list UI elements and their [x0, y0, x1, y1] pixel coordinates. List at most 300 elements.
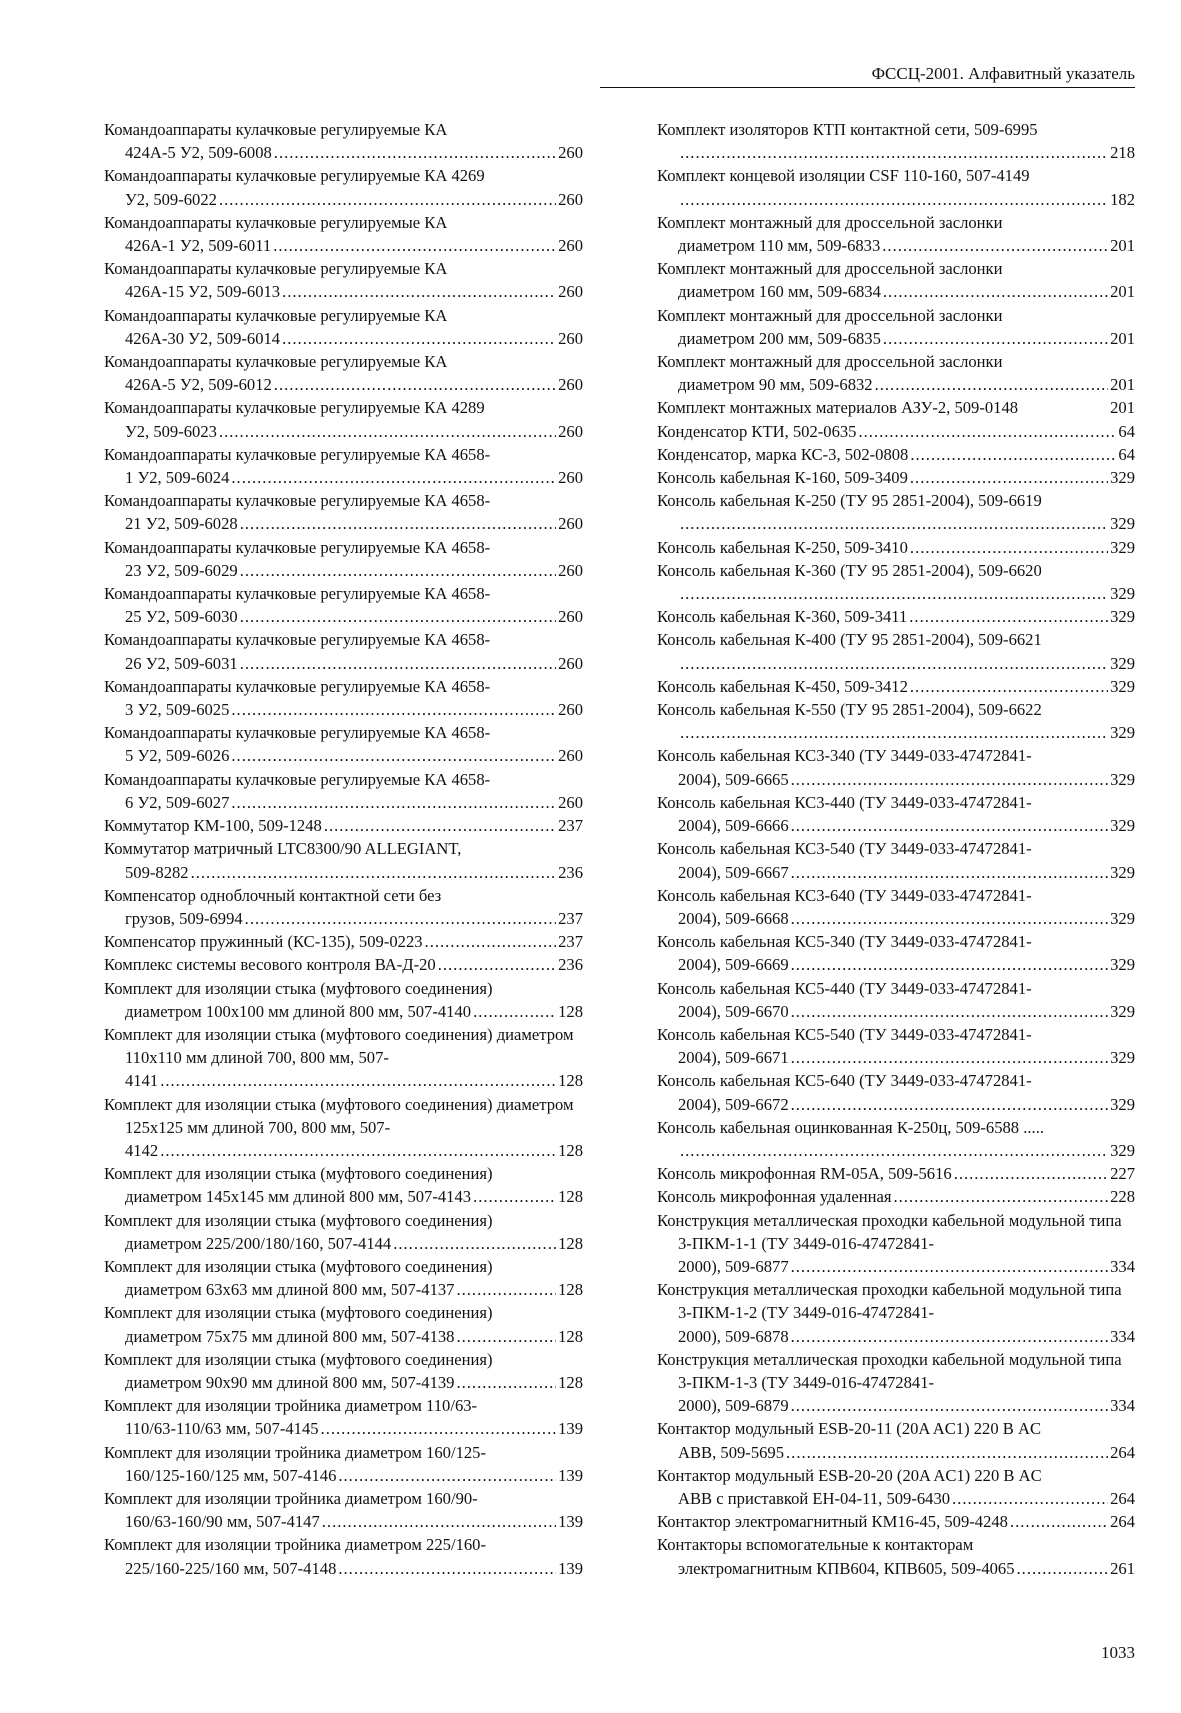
- running-header: ФССЦ-2001. Алфавитный указатель: [600, 63, 1135, 88]
- index-entry-text: Консоль кабельная К-550 (ТУ 95 2851-2004), 509-6622: [657, 700, 1042, 720]
- index-entry-leader: [657, 907, 1135, 930]
- index-entry: [657, 466, 1135, 489]
- index-entry-page: 201: [1110, 236, 1135, 256]
- index-entry-continuation: 5 У2, 509-6026: [125, 746, 230, 766]
- index-entry: [104, 118, 583, 164]
- index-entry-continuation: 2004), 509-6665: [678, 769, 789, 789]
- index-entry-leader: [657, 420, 1135, 443]
- index-entry: [657, 977, 1135, 1023]
- index-entry-page: 128: [558, 1140, 583, 1160]
- index-entry-continuation: диаметром 100x100 мм длиной 800 мм, 507-4140: [125, 1001, 472, 1021]
- dot-leader: [910, 443, 1116, 466]
- index-entry-text: Командоаппараты кулачковые регулируемые КА 4658-: [104, 537, 491, 557]
- index-entry-page: 260: [558, 514, 583, 534]
- index-entry: [657, 1023, 1135, 1069]
- index-entry-page: 260: [558, 746, 583, 766]
- index-entry-text: Командоаппараты кулачковые регулируемые КА 4289: [104, 398, 485, 418]
- index-entry-leader: [657, 1046, 1135, 1069]
- index-entry-text: Консоль кабельная КС3-640 (ТУ 3449-033-47472841-: [657, 885, 1032, 905]
- index-entry: [657, 605, 1135, 628]
- index-entry-page: 260: [558, 607, 583, 627]
- dot-leader: [231, 791, 556, 814]
- index-entry: [104, 396, 583, 442]
- index-entry-continuation: 426А-5 У2, 509-6012: [125, 375, 272, 395]
- dot-leader: [882, 234, 1108, 257]
- index-entry-continuation: Консоль кабельная К-250, 509-3410: [657, 537, 908, 557]
- dot-leader: [473, 1185, 556, 1208]
- index-entry-text: Консоль кабельная КС5-440 (ТУ 3449-033-47472841-: [657, 978, 1032, 998]
- index-entry: [657, 164, 1135, 210]
- dot-leader: [791, 907, 1108, 930]
- index-entry-continuation: диаметром 90 мм, 509-6832: [678, 375, 873, 395]
- index-entry-leader: [657, 443, 1135, 466]
- index-entry-page: 260: [558, 236, 583, 256]
- index-entry-text: Консоль кабельная К-400 (ТУ 95 2851-2004), 509-6621: [657, 630, 1042, 650]
- dot-leader: [680, 721, 1108, 744]
- index-entry-continuation: 21 У2, 509-6028: [125, 514, 238, 534]
- index-entry-page: 228: [1110, 1187, 1135, 1207]
- index-entry-continuation: 2004), 509-6669: [678, 955, 789, 975]
- index-entry-text: Комплект концевой изоляции CSF 110-160, 507-4149: [657, 166, 1030, 186]
- index-entry-leader: [657, 466, 1135, 489]
- index-entry-page: 182: [1110, 189, 1135, 209]
- index-entry-leader: [657, 1510, 1135, 1533]
- index-entry-continuation: 4141: [125, 1071, 159, 1091]
- index-entry: [104, 814, 583, 837]
- index-entry: [104, 257, 583, 303]
- dot-leader: [219, 420, 556, 443]
- index-entry-continuation: 23 У2, 509-6029: [125, 560, 238, 580]
- index-entry-continuation: диаметром 160 мм, 509-6834: [678, 282, 881, 302]
- index-entry-text: Комплект для изоляции стыка (муфтового соединения): [104, 1210, 493, 1230]
- dot-leader: [274, 373, 556, 396]
- index-entry-continuation: ABB с приставкой ЕН-04-11, 509-6430: [678, 1488, 951, 1508]
- index-entry-continuation: Компенсатор пружинный (КС-135), 509-0223: [104, 932, 423, 952]
- index-entry-text: Консоль кабельная КС5-540 (ТУ 3449-033-47472841-: [657, 1024, 1032, 1044]
- index-entry-text: Командоаппараты кулачковые регулируемые КА: [104, 212, 448, 232]
- index-entry-page: 201: [1110, 328, 1135, 348]
- index-entry-continuation: 426А-15 У2, 509-6013: [125, 282, 281, 302]
- index-entry-continuation: Контактор электромагнитный КМ16-45, 509-4248: [657, 1512, 1008, 1532]
- index-entry: [657, 675, 1135, 698]
- index-entry-leader: [657, 1185, 1135, 1208]
- index-entry-text: Контакторы вспомогательные к контакторам: [657, 1535, 974, 1555]
- index-entry-continuation: 2004), 509-6672: [678, 1094, 789, 1114]
- index-entry-text: Комплект изоляторов КТП контактной сети, 509-6995: [657, 120, 1038, 139]
- dot-leader: [791, 1093, 1108, 1116]
- index-entry: [657, 1464, 1135, 1510]
- index-entry-page: 128: [558, 1326, 583, 1346]
- dot-leader: [791, 1394, 1108, 1417]
- index-entry-page: 260: [558, 421, 583, 441]
- index-entry-continuation: Комплекс системы весового контроля ВА-Д-20: [104, 955, 436, 975]
- index-entry: [104, 211, 583, 257]
- dot-leader: [786, 1441, 1108, 1464]
- index-entry-page: 264: [1110, 1488, 1135, 1508]
- index-entry-leader: [104, 953, 583, 976]
- index-entry-page: 128: [558, 1372, 583, 1392]
- dot-leader: [883, 327, 1108, 350]
- index-entry-leader: [104, 861, 583, 884]
- index-entry: [657, 1278, 1135, 1348]
- dot-leader: [240, 652, 556, 675]
- index-entry-leader: [657, 536, 1135, 559]
- dot-leader: [393, 1232, 556, 1255]
- index-entry-continuation: 2000), 509-6877: [678, 1256, 789, 1276]
- index-entry-continuation: Комплект монтажных материалов АЗУ-2, 509-0148: [657, 398, 1019, 418]
- index-entry-continuation: диаметром 145x145 мм длиной 800 мм, 507-4143: [125, 1187, 472, 1207]
- index-entry-page: 329: [1110, 1048, 1135, 1068]
- index-entry-page: 260: [558, 143, 583, 163]
- index-entry-page: 329: [1110, 653, 1135, 673]
- index-entry-leader: [104, 698, 583, 721]
- index-entry-leader: [104, 1278, 583, 1301]
- index-entry-text: Комплект монтажный для дроссельной заслонки: [657, 305, 1003, 325]
- index-entry-text: Конструкция металлическая проходки кабельной модульной типа 3-ПКМ-1-3 (ТУ 3449-016-47472841-: [657, 1349, 1122, 1392]
- index-entry-text: Командоаппараты кулачковые регулируемые КА 4658-: [104, 630, 491, 650]
- index-entry-continuation: 424А-5 У2, 509-6008: [125, 143, 272, 163]
- index-entry: [657, 837, 1135, 883]
- index-entry: [104, 721, 583, 767]
- index-entry-page: 329: [1110, 908, 1135, 928]
- index-entry-leader: [657, 605, 1135, 628]
- dot-leader: [680, 582, 1108, 605]
- index-entry-text: Комплект для изоляции стыка (муфтового соединения) диаметром 125x125 мм длиной 700, 800 мм, 507-: [104, 1094, 574, 1137]
- index-entry-page: 329: [1110, 584, 1135, 604]
- index-entry-leader: [657, 1394, 1135, 1417]
- index-entry-leader: [657, 1325, 1135, 1348]
- index-entry-leader: [657, 652, 1135, 675]
- index-entry-page: 264: [1110, 1512, 1135, 1532]
- index-entry-leader: [104, 559, 583, 582]
- dot-leader: [425, 930, 557, 953]
- index-entry-leader: [104, 466, 583, 489]
- index-entry-continuation: 25 У2, 509-6030: [125, 607, 238, 627]
- index-entry-leader: [657, 1000, 1135, 1023]
- index-entry-page: 329: [1110, 1094, 1135, 1114]
- index-entry: [657, 1417, 1135, 1463]
- index-entry-page: 260: [558, 560, 583, 580]
- index-entry-continuation: 2004), 509-6667: [678, 862, 789, 882]
- index-entry-leader: [104, 1069, 583, 1092]
- index-entry-leader: [104, 1371, 583, 1394]
- index-entry: [104, 582, 583, 628]
- index-entry-text: Командоаппараты кулачковые регулируемые КА: [104, 305, 448, 325]
- index-entry-page: 329: [1110, 769, 1135, 789]
- index-entry: [657, 489, 1135, 535]
- dot-leader: [1017, 1557, 1109, 1580]
- index-entry-leader: [657, 1557, 1135, 1580]
- index-entry: [104, 443, 583, 489]
- index-entry-continuation: 3 У2, 509-6025: [125, 700, 230, 720]
- index-entry-continuation: 2004), 509-6671: [678, 1048, 789, 1068]
- index-entry-leader: [104, 420, 583, 443]
- index-entry-leader: [104, 652, 583, 675]
- index-entry-page: 329: [1110, 1140, 1135, 1160]
- index-entry-page: 139: [558, 1465, 583, 1485]
- index-entry-text: Командоаппараты кулачковые регулируемые КА: [104, 120, 448, 139]
- index-entry: [657, 118, 1135, 164]
- index-entry-continuation: 2000), 509-6878: [678, 1326, 789, 1346]
- index-entry: [104, 1255, 583, 1301]
- index-entry: [657, 396, 1135, 419]
- dot-leader: [282, 327, 556, 350]
- index-entry-page: 201: [1110, 375, 1135, 395]
- dot-leader: [191, 861, 557, 884]
- index-entry-leader: [657, 396, 1135, 419]
- index-entry-leader: [104, 327, 583, 350]
- index-entry-leader: [104, 907, 583, 930]
- index-entry: [657, 884, 1135, 930]
- index-entry-text: Консоль кабельная КС3-340 (ТУ 3449-033-47472841-: [657, 746, 1032, 766]
- index-entry: [657, 1510, 1135, 1533]
- index-entry-page: 227: [1110, 1164, 1135, 1184]
- index-entry-continuation: диаметром 110 мм, 509-6833: [678, 236, 881, 256]
- dot-leader: [245, 907, 556, 930]
- index-entry-leader: [104, 141, 583, 164]
- index-entry-continuation: Коммутатор КМ-100, 509-1248: [104, 816, 322, 836]
- index-entry-continuation: грузов, 509-6994: [125, 908, 243, 928]
- index-entry-text: Консоль кабельная КС3-440 (ТУ 3449-033-47472841-: [657, 792, 1032, 812]
- dot-leader: [160, 1139, 556, 1162]
- index-entry-text: Консоль кабельная оцинкованная К-250ц, 509-6588 .....: [657, 1117, 1044, 1137]
- index-entry-leader: [657, 675, 1135, 698]
- index-entry-leader: [657, 188, 1135, 211]
- index-entry-text: Комплект для изоляции стыка (муфтового соединения): [104, 1349, 493, 1369]
- index-entry-page: 128: [558, 1001, 583, 1021]
- index-entry: [104, 953, 583, 976]
- index-entry-continuation: Консоль микрофонная удаленная: [657, 1187, 892, 1207]
- index-entry-continuation: 2000), 509-6879: [678, 1396, 789, 1416]
- index-entry-leader: [657, 1093, 1135, 1116]
- index-entry-continuation: диаметром 225/200/180/160, 507-4144: [125, 1233, 392, 1253]
- index-entry-leader: [104, 814, 583, 837]
- dot-leader: [893, 1185, 1108, 1208]
- index-entry-leader: [104, 930, 583, 953]
- index-entry-page: 128: [558, 1280, 583, 1300]
- index-entry-leader: [657, 234, 1135, 257]
- index-entry-leader: [104, 1510, 583, 1533]
- index-entry-text: Комплект для изоляции стыка (муфтового соединения): [104, 978, 493, 998]
- index-entry-page: 260: [558, 792, 583, 812]
- index-entry-page: 329: [1110, 723, 1135, 743]
- dot-leader: [680, 1139, 1108, 1162]
- index-entry-text: Командоаппараты кулачковые регулируемые КА 4658-: [104, 723, 491, 743]
- dot-leader: [791, 814, 1108, 837]
- index-entry-page: 139: [558, 1558, 583, 1578]
- index-entry: [104, 1533, 583, 1579]
- index-entry-text: Комплект монтажный для дроссельной заслонки: [657, 259, 1003, 279]
- index-entry-continuation: 509-8282: [125, 862, 189, 882]
- index-entry-page: 201: [1110, 398, 1135, 418]
- index-entry-continuation: 2004), 509-6670: [678, 1001, 789, 1021]
- index-entry-page: 329: [1110, 1001, 1135, 1021]
- index-entry-continuation: Конденсатор, марка КС-3, 502-0808: [657, 444, 909, 464]
- dot-leader: [858, 420, 1116, 443]
- dot-leader: [240, 605, 556, 628]
- index-entry-continuation: диаметром 63x63 мм длиной 800 мм, 507-4137: [125, 1280, 455, 1300]
- index-entry: [657, 791, 1135, 837]
- index-entry: [104, 1487, 583, 1533]
- index-entry-text: Комплект монтажный для дроссельной заслонки: [657, 352, 1003, 372]
- dot-leader: [273, 234, 556, 257]
- index-entry-page: 260: [558, 653, 583, 673]
- dot-leader: [456, 1371, 556, 1394]
- index-entry-page: 329: [1110, 468, 1135, 488]
- dot-leader: [910, 675, 1108, 698]
- dot-leader: [791, 1255, 1108, 1278]
- index-entry-leader: [104, 1185, 583, 1208]
- index-entry-continuation: диаметром 90x90 мм длиной 800 мм, 507-4139: [125, 1372, 455, 1392]
- index-entry-page: 64: [1118, 444, 1135, 464]
- index-entry-continuation: 110/63-110/63 мм, 507-4145: [125, 1419, 319, 1439]
- index-entry-leader: [657, 1139, 1135, 1162]
- index-entry-page: 128: [558, 1071, 583, 1091]
- index-entry: [657, 420, 1135, 443]
- index-entry-page: 128: [558, 1233, 583, 1253]
- dot-leader: [240, 512, 556, 535]
- index-entry-text: Консоль кабельная К-250 (ТУ 95 2851-2004), 509-6619: [657, 491, 1042, 511]
- dot-leader: [322, 1510, 556, 1533]
- index-entry-continuation: 2004), 509-6666: [678, 816, 789, 836]
- index-entry: [104, 1093, 583, 1163]
- dot-leader: [952, 1487, 1108, 1510]
- index-entry-leader: [104, 744, 583, 767]
- index-entry-continuation: 160/63-160/90 мм, 507-4147: [125, 1512, 320, 1532]
- dot-leader: [680, 652, 1108, 675]
- index-entry-text: Командоаппараты кулачковые регулируемые КА 4658-: [104, 584, 491, 604]
- index-entry-page: 260: [558, 700, 583, 720]
- index-entry-page: 260: [558, 468, 583, 488]
- index-entry-continuation: диаметром 200 мм, 509-6835: [678, 328, 881, 348]
- index-entry-continuation: 1 У2, 509-6024: [125, 468, 230, 488]
- index-entry: [657, 744, 1135, 790]
- index-entry-leader: [657, 953, 1135, 976]
- index-entry-leader: [104, 1232, 583, 1255]
- index-entry-text: Коммутатор матричный LTC8300/90 ALLEGIANT,: [104, 839, 462, 859]
- dot-leader: [438, 953, 556, 976]
- index-entry-text: Комплект для изоляции стыка (муфтового соединения): [104, 1164, 493, 1184]
- dot-leader: [231, 698, 556, 721]
- index-entry-page: 329: [1110, 816, 1135, 836]
- dot-leader: [240, 559, 556, 582]
- index-entry-page: 329: [1110, 862, 1135, 882]
- dot-leader: [883, 280, 1108, 303]
- dot-leader: [791, 1000, 1108, 1023]
- index-entry-page: 236: [558, 955, 583, 975]
- index-entry-leader: [104, 1417, 583, 1440]
- index-entry-text: Командоаппараты кулачковые регулируемые КА: [104, 352, 448, 372]
- index-entry-text: Контактор модульный ESB-20-11 (20A AC1) 220 В AC: [657, 1419, 1042, 1439]
- index-entry-page: 237: [558, 932, 583, 952]
- dot-leader: [791, 861, 1108, 884]
- index-entry: [657, 1116, 1135, 1162]
- index-entry-page: 237: [558, 908, 583, 928]
- index-entry-leader: [657, 861, 1135, 884]
- index-entry-continuation: электромагнитным КПВ604, КПВ605, 509-4065: [678, 1558, 1015, 1578]
- index-entry-page: 64: [1118, 421, 1135, 441]
- index-entry-text: Консоль кабельная КС5-640 (ТУ 3449-033-47472841-: [657, 1071, 1032, 1091]
- dot-leader: [473, 1000, 556, 1023]
- index-entry-page: 237: [558, 816, 583, 836]
- index-entry-leader: [104, 1464, 583, 1487]
- index-entry: [657, 257, 1135, 303]
- index-entry-page: 264: [1110, 1442, 1135, 1462]
- index-entry-leader: [657, 280, 1135, 303]
- index-entry-continuation: 6 У2, 509-6027: [125, 792, 230, 812]
- dot-leader: [680, 188, 1108, 211]
- index-entry-text: Комплект монтажный для дроссельной заслонки: [657, 212, 1003, 232]
- dot-leader: [791, 1325, 1108, 1348]
- index-entry-leader: [104, 791, 583, 814]
- index-entry-text: Командоаппараты кулачковые регулируемые КА 4658-: [104, 491, 491, 511]
- index-entry-page: 329: [1110, 537, 1135, 557]
- index-entry-text: Компенсатор одноблочный контактной сети без: [104, 885, 442, 905]
- dot-leader: [875, 373, 1109, 396]
- index-entry-text: Командоаппараты кулачковые регулируемые КА: [104, 259, 448, 279]
- dot-leader: [338, 1557, 556, 1580]
- index-entry-continuation: 2004), 509-6668: [678, 908, 789, 928]
- index-entry: [104, 768, 583, 814]
- index-entry: [104, 1162, 583, 1208]
- dot-leader: [680, 512, 1108, 535]
- dot-leader: [680, 141, 1108, 164]
- dot-leader: [231, 744, 556, 767]
- index-entry-page: 139: [558, 1512, 583, 1532]
- index-entry-continuation: Конденсатор КТИ, 502-0635: [657, 421, 857, 441]
- index-entry-continuation: 26 У2, 509-6031: [125, 653, 238, 673]
- index-entry-leader: [104, 234, 583, 257]
- index-entry-text: Комплект для изоляции стыка (муфтового соединения) диаметром 110x110 мм длиной 700, 800 мм, 507-: [104, 1024, 574, 1068]
- index-entry: [657, 443, 1135, 466]
- dot-leader: [910, 536, 1108, 559]
- page-number: 1033: [1101, 1643, 1135, 1662]
- index-entry: [104, 930, 583, 953]
- index-entry: [104, 1209, 583, 1255]
- index-entry-continuation: 225/160-225/160 мм, 507-4148: [125, 1558, 337, 1578]
- index-entry: [104, 536, 583, 582]
- index-entry-page: 128: [558, 1187, 583, 1207]
- index-entry: [104, 1441, 583, 1487]
- index-entry-page: 334: [1110, 1396, 1135, 1416]
- index-entry-leader: [104, 512, 583, 535]
- index-entry-leader: [104, 373, 583, 396]
- index-entry-page: 201: [1110, 282, 1135, 302]
- index-entry: [104, 628, 583, 674]
- index-entry: [104, 1348, 583, 1394]
- index-entry-continuation: 426А-30 У2, 509-6014: [125, 328, 281, 348]
- index-entry-text: Комплект для изоляции тройника диаметром 110/63-: [104, 1396, 478, 1416]
- index-entry-text: Консоль кабельная КС5-340 (ТУ 3449-033-47472841-: [657, 932, 1032, 952]
- index-entry-page: 334: [1110, 1326, 1135, 1346]
- index-entry-continuation: ABB, 509-5695: [678, 1442, 785, 1462]
- index-column-left: [104, 118, 583, 1580]
- index-entry-continuation: 4142: [125, 1140, 159, 1160]
- index-entry-leader: [657, 768, 1135, 791]
- index-entry: [657, 1533, 1135, 1579]
- index-entry-text: Комплект для изоляции тройника диаметром 160/125-: [104, 1442, 486, 1462]
- dot-leader: [219, 188, 556, 211]
- index-entry-continuation: Консоль кабельная К-450, 509-3412: [657, 676, 908, 696]
- index-entry-page: 260: [558, 375, 583, 395]
- index-entry-text: Консоль кабельная КС3-540 (ТУ 3449-033-47472841-: [657, 839, 1032, 859]
- index-entry: [657, 536, 1135, 559]
- index-entry: [657, 1209, 1135, 1279]
- index-entry: [657, 628, 1135, 674]
- dot-leader: [1010, 1510, 1108, 1533]
- index-entry: [657, 350, 1135, 396]
- index-entry-leader: [104, 280, 583, 303]
